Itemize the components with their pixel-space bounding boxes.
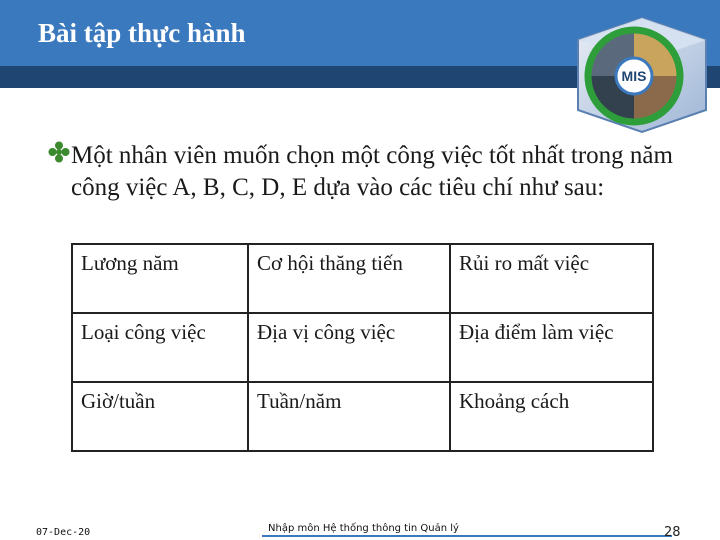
footer-divider bbox=[262, 535, 672, 537]
bullet-item bbox=[48, 140, 688, 204]
slide-title: Bài tập thực hành bbox=[38, 18, 246, 48]
table-row bbox=[72, 313, 653, 382]
table-cell: Địa điểm làm việc bbox=[450, 313, 653, 382]
criteria-table bbox=[71, 243, 654, 452]
mis-logo bbox=[572, 14, 712, 136]
page-number: 28 bbox=[664, 525, 681, 540]
table-cell: Cơ hội thăng tiến bbox=[248, 244, 450, 313]
footer-course-title: Nhập môn Hệ thống thông tin Quản lý bbox=[268, 523, 459, 534]
table-cell: Loại công việc bbox=[72, 313, 248, 382]
logo-text: MIS bbox=[621, 68, 647, 84]
footer-date: 07-Dec-20 bbox=[36, 527, 91, 538]
table-cell: Giờ/tuần bbox=[72, 382, 248, 451]
table-cell: Tuần/năm bbox=[248, 382, 450, 451]
diamond-bullet-icon bbox=[48, 141, 70, 163]
table-row bbox=[72, 244, 653, 313]
table-cell: Khoảng cách bbox=[450, 382, 653, 451]
bullet-text: Một nhân viên muốn chọn một công việc tốt nhất trong năm công việc A, B, C, D, E dựa vào các tiêu chí như sau: bbox=[71, 142, 673, 201]
table-cell: Rủi ro mất việc bbox=[450, 244, 653, 313]
table-cell: Lương năm bbox=[72, 244, 248, 313]
table-row bbox=[72, 382, 653, 451]
table-cell: Địa vị công việc bbox=[248, 313, 450, 382]
